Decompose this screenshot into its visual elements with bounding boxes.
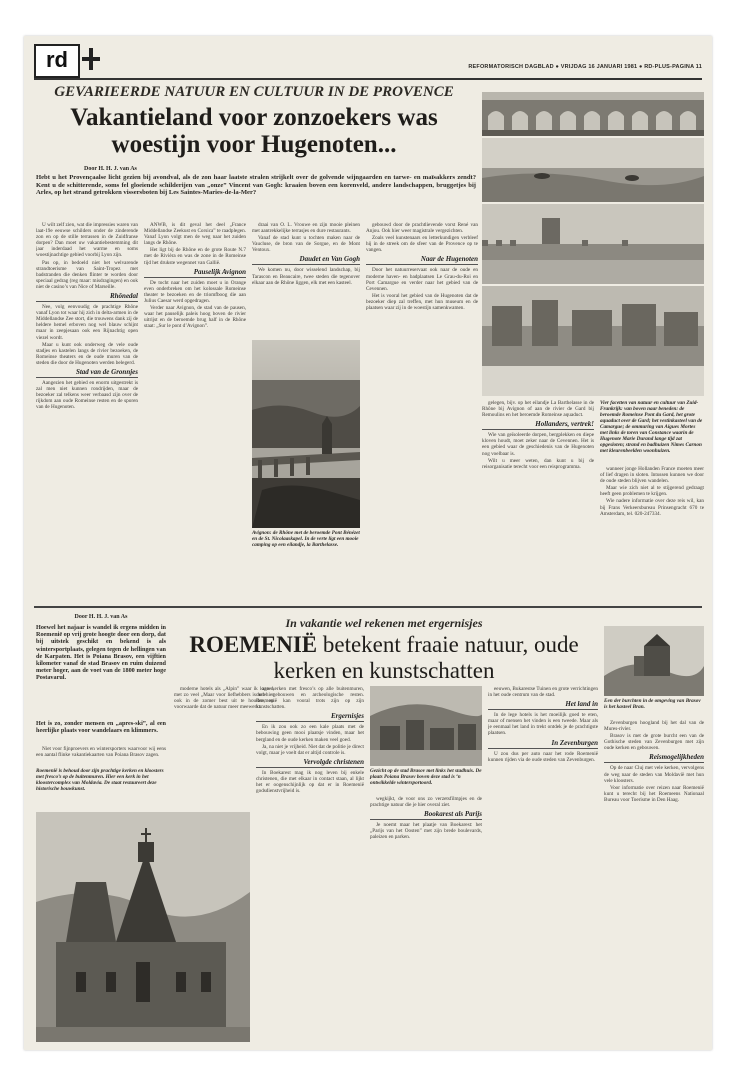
paragraph: En ik zou ook zo een kale plaats met de bebouwing geen mooi plaatsje vinden, maar het bergland en de oude kerken maken veel goed. [256,724,364,743]
paragraph: Wilt u meer weten, dan kunt u bij de reisorganisatie terecht voor een reisprogramma. [482,457,594,470]
subhead-stad: Stad van de Gronnjes [36,368,138,378]
paragraph: eeuwen, Bukarestse Tuinen en grote verrichtingen in het oude centrum van de stad. [488,686,598,699]
camargue-illustration [482,138,704,202]
paragraph: U wilt zelf zien, wat die impressies waren van laat-19e eeuwse schilders onder de zinderende zon en op de stille terrassen in de Zuidfranse dorpen? Dan moet uw vakantiebestemming dit jaar inderdaad het warme en soms woestijnachtige gebied voorbij Lyon zijn. [36,222,138,259]
subhead-hugenoten: Naar de Hugenoten [366,255,478,265]
paragraph: gelegen, bijv. op het eilandje La Barthelasse in de Rhône bij Avignon of aan de rivier de Gard bij Remoulins en het beroemde Romeinse aquaduct. [482,400,594,419]
paragraph: Aangezien het gebied en enorm uitgestrekt is zal men niet kunnen rondrijden, maar de bezoeker zal telkens weer verbaasd zijn over de rijkdom aan oude Romeinse resten en de sporen van de Hugenoten. [36,379,138,411]
paragraph: In Boekarest mag ik nog leven bij enkele christenen, die met elkaar in contact staan, al lijkt het er oogenschijnlijk op dat er in Roemenië godsdienstvrijheid is. [256,769,364,795]
paragraph: moderne hotels als „Alpin” waar ik logeer, met zo veel „Maar voor liefhebbers is het hier ook in de zomer best uit te houden, op voorwaarde dat de natuur meer meewerkt. [174,686,274,711]
article1-column-6 [600,466,704,596]
paragraph: Niet voor fijnproevers en wintersporters waarvoor wij eens een aantal flinke vakantiekaarten van Poiana Brasov zagen. [36,746,166,759]
article2-column-4 [370,796,482,1046]
cross-icon [82,48,100,70]
pont-du-gard-illustration [482,92,704,136]
paragraph: Wie nadere informatie over deze reis wil, kan bij Frans Verkeersbureau Prinsengracht 670 te Amsterdam, tel. 020-247334. [600,498,704,517]
subhead-rhonedal: Rhônedal [36,292,138,302]
caption-moldavia: Roemenië is behoud door zijn prachtige kerken en kloosters met fresco’s op de buitenmuren. Hier een kerk in het kloostercomplex van Moldavia. De staat restaureert deze historische bouwkunst. [36,768,164,792]
photo-aigues-mortes [482,204,704,284]
bran-castle-illustration [604,626,704,696]
article1-byline: Door H. H. J. van As [84,166,137,172]
newspaper-page [24,36,712,1050]
paragraph: Vanaf de stad kunt u tochten maken naar de Vaucluse, de bron van de Sorgue, en de Mont Ventoux. [252,235,360,254]
paragraph: Het is vooral het gebied van de Hugenoten dat de bezoeker diep zal treffen, met hun museum en de plaatsen waar zij in de woestijn samenkwamen. [366,292,478,312]
paragraph: gebouwd door de prachtlievende vorst René van Anjou. Ook hier weer magistrale vergezichten. [366,222,478,235]
paragraph: In de lege hotels is het moeilijk goed te eten, maar of mensen het vinden is een tweede. Maar als je eenmaal het land in trekt ontdek je de prachtigste plaatsen. [488,712,598,737]
paragraph: Ja, na niet je vrijheid. Niet dat de politie je direct volgt, maar je voelt dat er altijd controle is. [256,743,364,756]
paragraph: Zevenburgen hoogland bij het dal van de Mures-rivier. [604,720,704,733]
paragraph: Pas op, in bedoeld niet het welvarende strandtoerisme van Saint-Tropez met badstranden die denken flinter te worden door speciaal gedrag (reg maar: misdragingen) en ook niet de casino’s van Nice of Marseille. [36,259,138,290]
article1-column-3 [252,222,360,337]
paragraph: Je noemt maar het plaatje van Boekarest: het „Parijs van het Oosten” met zijn brede boulevards, paleizen en parken. [370,822,482,841]
church-illustration [36,812,250,1042]
headline-bold: ROEMENIË [189,632,318,657]
paragraph: Op de naar Cluj met vele kerken, vervolgens de weg naar de steden van Moldavië met hun vele kloosters. [604,765,704,784]
article-divider [34,606,702,608]
paragraph: Verder naar Avignon, de stad van de pausen, waar het pauselijk paleis hoog boven de rivier uitrijst en de beroemde brug half in de Rhône staat: „Sur le pont d’Avignon”. [144,305,246,330]
article1-column-5 [482,400,594,600]
subhead-zevenburgen: In Zevenburgen [488,739,598,749]
article2-column-6 [604,720,704,1046]
masthead-rule [34,78,702,80]
headline-rest: betekent fraaie natuur, oude kerken en kunstschatten [273,632,579,683]
paragraph: Zoals veel kunstenaars en letterkundigen verbleef hij in de streek om de sfeer van de Provence op te vangen. [366,235,478,254]
aigues-mortes-illustration [482,204,704,284]
article2-headline [174,632,594,684]
article1-column-1 [36,222,138,602]
article2-kicker: In vakantie wel rekenen met ergernisjes [285,616,483,630]
article2-column-1 [36,746,166,766]
article2-column-5 [488,686,598,1046]
masthead-line: REFORMATORISCH DAGBLAD ● VRIJDAG 16 JANUARI 1981 ● RD-PLUS-PAGINA 11 [468,64,702,70]
caption-bran: Een der burchten in de omgeving van Brasov is het kasteel Bran. [604,698,701,710]
paragraph: Nee, volg eenvoudig de prachtige Rhône vanaf Lyon tot waar hij zich in delta-armen in de Middellandse Zee stort, die trouwens dank zij de heldere hemel erboven nog wel blauw schijnt maar in zeepjesaan ook een Rijnachtig open viezel wordt. [36,304,138,341]
paragraph: We komen nu, door wisselend landschap, bij Tarascon en Beaucaire, twee steden die tegenover elkaar aan de Rhône liggen, elk met een kasteel. [252,267,360,286]
paragraph: De tocht naar het zuiden moet u in Orange even onderbreken om het kolossale Romeinse theater te bezoeken en de triomfboog die aan Julius Caesar werd opgedragen. [144,279,246,304]
article2-lede: Hoewel het najaar is wandel ik ergens midden in Roemenië op vrij grote hoogte door een dorp, dat bij uitstek geschikt en bekend is als wintersportplaats, gelegen tegen de hellingen van de Karpaten. Het is Poiana Brasov, een vijftien kilometer vanaf de stad Brasov en ruim duizend meter hoger, aan de voet van de 1800 meter hoge Postavarul. [36,624,166,682]
caption-brasov: Gezicht op de stad Brasov met links het stadhuis. De plaats Poiana Brasov boven deze stad is ‘n ontwikkelde wintersportoord. [370,768,482,786]
paragraph: wegkijkt, de voor ons zo verzetsfilmpjes en de prachtige natuur die je hier overal ziet. [370,796,482,809]
article2-lede-2: Het is zo, zonder mensen en „apres-ski”, al een heerlijke plaats voor wandelaars en klimmers. [36,720,166,735]
avignon-illustration [252,340,360,528]
paragraph: wanneer jonge Hollanden France moeten meer of lief dragen in sloten. Intussen kunnen we door de oude steden blijven wandelen. [600,466,704,485]
subhead-hollanders: Hollanders, vertrek! [482,420,594,430]
article1-kicker: GEVARIEERDE NATUUR EN CULTUUR IN DE PROVENCE [54,84,454,100]
paragraph: ANWB, is dit geval het deel „France Middellandse Zeekust en Corsica” te raadplegen. Vanaf Lyon volgt men de weg naar het zuiden langs de Rhône. [144,222,246,247]
photo-bran-castle [604,626,704,696]
photo-church [36,812,250,1042]
photo-avignon [252,340,360,528]
paragraph: U zou dus per auto naar het rode Roemenië kunnen rijden via de oude steden van Zevenburgen. [488,750,598,763]
photo-pont-du-gard [482,92,704,136]
article1-headline: Vakantieland voor zonzoekers was woestijn voor Hugenoten... [70,104,438,158]
paragraph: Voor informatie over reizen naar Roemenië kunt u terecht bij het Roemeens Nationaal Bureau voor Toerisme in Den Haag. [604,784,704,803]
photo-beach [482,286,704,396]
subhead-pauselijk: Pauselijk Avignon [144,268,246,278]
paragraph: Door het natuurreservaat ook naar de oude en moderne haven- en badplaatsen Le Grau-du-Roi en Port Camargue en verder naar het gebied van de Cevennen. [366,267,478,292]
article1-lede: Hebt u het Provençaalse licht gezien bij avondval, als de zon haar laatste stralen strijkelt over de golvende wijngaarden en tarwe- en maïsakkers zendt? Kent u de schitterende, soms fel gloeiende schilderijen van „onze” Vincent van Gogh: kraaien boven een korenveld, andere landschappen, bruggetjes bij Arles, op het strand getrokken vissersboten bij Les Saintes-Maries-de-la-Mer? [36,174,476,197]
subhead-ergernisjes: Ergernisjes [256,712,364,722]
beach-illustration [482,286,704,396]
article2-column-3 [256,686,364,1046]
subhead-boekarest: Bookarest als Parijs [370,810,482,820]
article1-column-4 [366,222,478,602]
subhead-vangogh: Daudet en Van Gogh [252,255,360,265]
paragraph: Brasov is met de grote burcht een van de Gothische steden van Zevenburgen met zijn oude kerken en gebouwen. [604,733,704,752]
subhead-het-land-in: Het land in [488,700,598,710]
paragraph: Wie van geïsoleerde dorpen, bergplekken en diepe kloven houdt, moet zeker naar de Cevennen. Het is een gebied waar de geschiedenis van de Hugenoten nog voelbaar is. [482,432,594,457]
article1-column-2 [144,222,246,602]
article2-byline: Door H. H. J. van As [74,614,128,620]
caption-provence-photos: Vier facetten van natuur en cultuur van Zuid-Frankrijk: van boven naar beneden: de beroemde Romeinse Pont du Gard, het grote aquaduct over de Gard; het vestinkasteel van de Camargue; de ommuring van Aigues Mortes met links de toren van Constance waarin de Hugenote Marie Durand lange tijd zat opgesloten; strand en badhuizen Nimes Carnon met kleurenbeelden woonhuizen. [600,400,703,454]
photo-camargue [482,138,704,202]
subhead-reismogelijkheden: Reismogelijkheden [604,753,704,763]
paragraph: draai van O. L. Vrouwe en zijn mooie pleinen met aantrekkelijke terrasjes en dure restaurants. [252,222,360,235]
brasov-illustration [370,686,482,766]
paragraph: Maar wie zich niet al te stijgerend gedraagt heeft geen problemen te krijgen. [600,485,704,498]
caption-avignon: Avignon: de Rhône met de beroemde Pont Bénézet en de St. Nicolaaskapel. In de verte ligt een mooie camping op een eilandje, la Barthelasse. [252,530,360,548]
paragraph: Maar u kunt ook onderweg de vele oude stadjes en kastelen langs de rivier bezoeken, de Romeinse theaters en de oude muren van de steden die door de Hugenoten werden belegerd. [36,341,138,366]
rd-logo: rd [34,44,80,78]
paragraph: aan kerken met fresco’s op alle buitenmuren, oude gebouwen en archeologische resten. Roemenië kan vooral trots zijn op zijn kunstschatten. [256,686,364,711]
photo-brasov [370,686,482,766]
subhead-vervolgde-christenen: Vervolgde christenen [256,758,364,768]
paragraph: Het ligt bij de Rhône en de grote Route N.7 met de Rivièra en was de zone in de Romeinse tijd het drukste wegennet van Gallië. [144,247,246,266]
